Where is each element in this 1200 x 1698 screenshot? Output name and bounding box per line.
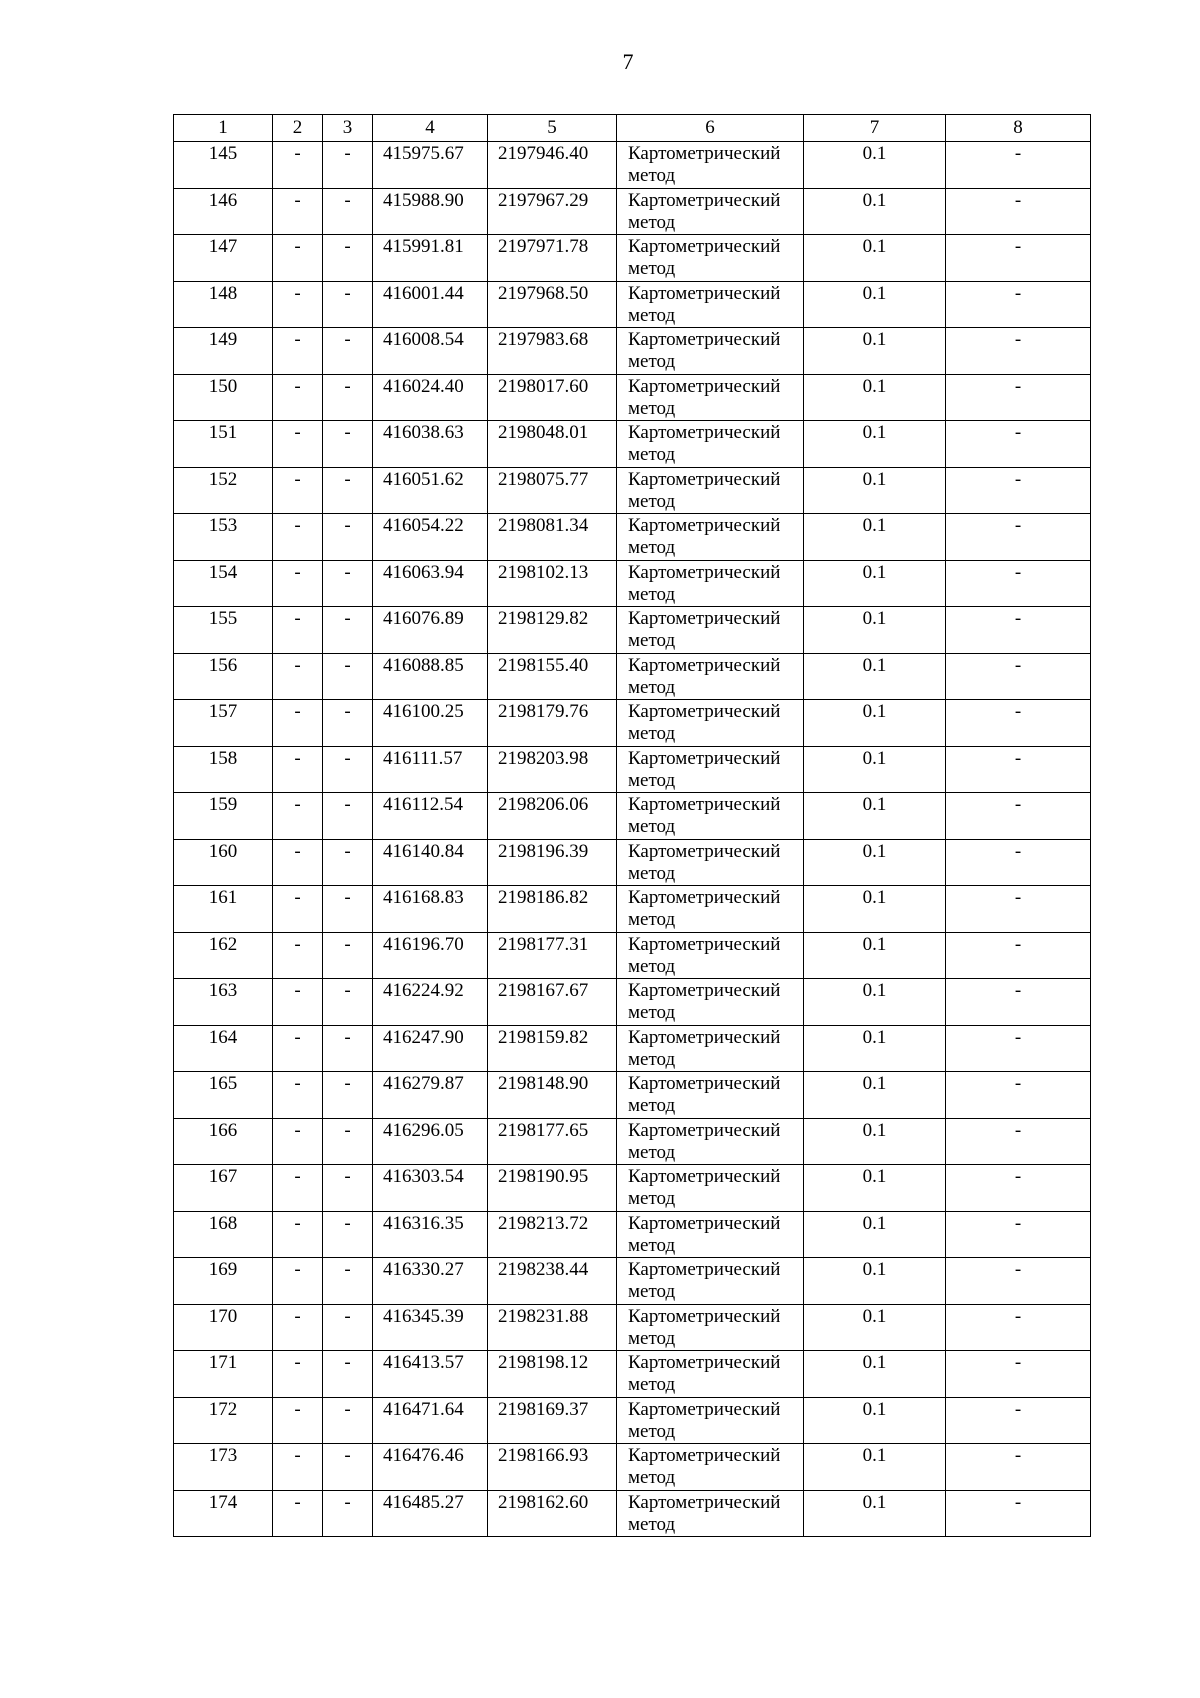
table-header-row [174,115,1091,142]
point-number-cell: 146 [174,188,273,235]
method-cell: Картометрический метод [617,142,804,189]
y-coordinate-cell: 2197971.78 [488,235,617,282]
accuracy-cell: 0.1 [804,700,946,747]
col8-cell: - [946,932,1091,979]
col3-cell: - [323,700,373,747]
table-row [174,142,1091,189]
point-number-cell: 153 [174,514,273,561]
point-number-cell: 152 [174,467,273,514]
x-coordinate-cell: 416279.87 [373,1072,488,1119]
x-coordinate-cell: 416345.39 [373,1304,488,1351]
y-coordinate-cell: 2197967.29 [488,188,617,235]
col3-cell: - [323,1118,373,1165]
col3-cell: - [323,560,373,607]
col2-cell: - [273,1444,323,1491]
col8-cell: - [946,235,1091,282]
col2-cell: - [273,700,323,747]
accuracy-cell: 0.1 [804,1258,946,1305]
table-row [174,1304,1091,1351]
col2-cell: - [273,467,323,514]
col8-cell: - [946,1304,1091,1351]
point-number-cell: 156 [174,653,273,700]
method-cell: Картометрический метод [617,1490,804,1537]
col8-cell: - [946,979,1091,1026]
x-coordinate-cell: 416088.85 [373,653,488,700]
method-cell: Картометрический метод [617,1258,804,1305]
y-coordinate-cell: 2198231.88 [488,1304,617,1351]
col3-cell: - [323,653,373,700]
col2-cell: - [273,1490,323,1537]
method-cell: Картометрический метод [617,793,804,840]
col2-cell: - [273,1165,323,1212]
x-coordinate-cell: 416008.54 [373,328,488,375]
accuracy-cell: 0.1 [804,1444,946,1491]
table-row [174,793,1091,840]
table-row [174,1072,1091,1119]
table-row [174,1397,1091,1444]
method-cell: Картометрический метод [617,328,804,375]
col3-cell: - [323,235,373,282]
table-row [174,746,1091,793]
table-row [174,653,1091,700]
header-cell: 2 [273,115,323,142]
method-cell: Картометрический метод [617,653,804,700]
col8-cell: - [946,1211,1091,1258]
method-cell: Картометрический метод [617,1351,804,1398]
accuracy-cell: 0.1 [804,1211,946,1258]
col8-cell: - [946,1258,1091,1305]
col2-cell: - [273,886,323,933]
col8-cell: - [946,188,1091,235]
x-coordinate-cell: 415988.90 [373,188,488,235]
col3-cell: - [323,188,373,235]
page-number: 7 [622,49,634,74]
col2-cell: - [273,281,323,328]
accuracy-cell: 0.1 [804,1118,946,1165]
point-number-cell: 149 [174,328,273,375]
col8-cell: - [946,1490,1091,1537]
table-row [174,839,1091,886]
y-coordinate-cell: 2198148.90 [488,1072,617,1119]
table-row [174,235,1091,282]
col3-cell: - [323,1490,373,1537]
y-coordinate-cell: 2198167.67 [488,979,617,1026]
point-number-cell: 154 [174,560,273,607]
accuracy-cell: 0.1 [804,188,946,235]
col2-cell: - [273,514,323,561]
col3-cell: - [323,979,373,1026]
accuracy-cell: 0.1 [804,607,946,654]
table-row [174,886,1091,933]
accuracy-cell: 0.1 [804,560,946,607]
col8-cell: - [946,1351,1091,1398]
table-row [174,1444,1091,1491]
header-cell: 5 [488,115,617,142]
accuracy-cell: 0.1 [804,1351,946,1398]
accuracy-cell: 0.1 [804,932,946,979]
method-cell: Картометрический метод [617,886,804,933]
y-coordinate-cell: 2198186.82 [488,886,617,933]
point-number-cell: 147 [174,235,273,282]
table-row [174,979,1091,1026]
x-coordinate-cell: 416471.64 [373,1397,488,1444]
y-coordinate-cell: 2198177.31 [488,932,617,979]
accuracy-cell: 0.1 [804,793,946,840]
col2-cell: - [273,1351,323,1398]
x-coordinate-cell: 416054.22 [373,514,488,561]
accuracy-cell: 0.1 [804,1397,946,1444]
y-coordinate-cell: 2198179.76 [488,700,617,747]
col8-cell: - [946,514,1091,561]
col3-cell: - [323,1258,373,1305]
method-cell: Картометрический метод [617,1165,804,1212]
col8-cell: - [946,281,1091,328]
point-number-cell: 159 [174,793,273,840]
x-coordinate-cell: 416112.54 [373,793,488,840]
header-cell: 3 [323,115,373,142]
table-row [174,700,1091,747]
method-cell: Картометрический метод [617,1025,804,1072]
y-coordinate-cell: 2197968.50 [488,281,617,328]
col2-cell: - [273,607,323,654]
point-number-cell: 163 [174,979,273,1026]
col8-cell: - [946,467,1091,514]
method-cell: Картометрический метод [617,514,804,561]
table-row [174,1165,1091,1212]
x-coordinate-cell: 416168.83 [373,886,488,933]
y-coordinate-cell: 2198169.37 [488,1397,617,1444]
col3-cell: - [323,1351,373,1398]
method-cell: Картометрический метод [617,1397,804,1444]
y-coordinate-cell: 2198075.77 [488,467,617,514]
accuracy-cell: 0.1 [804,1304,946,1351]
table-row [174,1211,1091,1258]
x-coordinate-cell: 415991.81 [373,235,488,282]
col8-cell: - [946,142,1091,189]
col8-cell: - [946,793,1091,840]
x-coordinate-cell: 416063.94 [373,560,488,607]
header-cell: 6 [617,115,804,142]
table-row [174,281,1091,328]
accuracy-cell: 0.1 [804,886,946,933]
point-number-cell: 169 [174,1258,273,1305]
y-coordinate-cell: 2198198.12 [488,1351,617,1398]
col3-cell: - [323,607,373,654]
table-row [174,1258,1091,1305]
col2-cell: - [273,1118,323,1165]
table-row [174,328,1091,375]
method-cell: Картометрический метод [617,839,804,886]
method-cell: Картометрический метод [617,979,804,1026]
col2-cell: - [273,1258,323,1305]
col3-cell: - [323,1165,373,1212]
x-coordinate-cell: 415975.67 [373,142,488,189]
col2-cell: - [273,1025,323,1072]
y-coordinate-cell: 2198129.82 [488,607,617,654]
col2-cell: - [273,653,323,700]
col8-cell: - [946,560,1091,607]
method-cell: Картометрический метод [617,700,804,747]
point-number-cell: 171 [174,1351,273,1398]
method-cell: Картометрический метод [617,1304,804,1351]
method-cell: Картометрический метод [617,467,804,514]
x-coordinate-cell: 416296.05 [373,1118,488,1165]
col3-cell: - [323,514,373,561]
point-number-cell: 158 [174,746,273,793]
x-coordinate-cell: 416330.27 [373,1258,488,1305]
y-coordinate-cell: 2198177.65 [488,1118,617,1165]
col2-cell: - [273,932,323,979]
col8-cell: - [946,1165,1091,1212]
col3-cell: - [323,1025,373,1072]
col3-cell: - [323,839,373,886]
x-coordinate-cell: 416140.84 [373,839,488,886]
x-coordinate-cell: 416476.46 [373,1444,488,1491]
y-coordinate-cell: 2198159.82 [488,1025,617,1072]
x-coordinate-cell: 416224.92 [373,979,488,1026]
table-row [174,607,1091,654]
col8-cell: - [946,421,1091,468]
point-number-cell: 155 [174,607,273,654]
accuracy-cell: 0.1 [804,374,946,421]
y-coordinate-cell: 2198155.40 [488,653,617,700]
x-coordinate-cell: 416051.62 [373,467,488,514]
table-row [174,467,1091,514]
table-row [174,188,1091,235]
table-row [174,374,1091,421]
x-coordinate-cell: 416413.57 [373,1351,488,1398]
accuracy-cell: 0.1 [804,1165,946,1212]
y-coordinate-cell: 2198081.34 [488,514,617,561]
coordinates-table [173,114,1091,1537]
col2-cell: - [273,839,323,886]
x-coordinate-cell: 416100.25 [373,700,488,747]
accuracy-cell: 0.1 [804,653,946,700]
table-row [174,560,1091,607]
point-number-cell: 165 [174,1072,273,1119]
table-row [174,1025,1091,1072]
header-cell: 1 [174,115,273,142]
y-coordinate-cell: 2198102.13 [488,560,617,607]
point-number-cell: 161 [174,886,273,933]
col2-cell: - [273,979,323,1026]
y-coordinate-cell: 2198162.60 [488,1490,617,1537]
y-coordinate-cell: 2198048.01 [488,421,617,468]
col2-cell: - [273,1211,323,1258]
col8-cell: - [946,1025,1091,1072]
col2-cell: - [273,560,323,607]
method-cell: Картометрический метод [617,746,804,793]
col3-cell: - [323,886,373,933]
x-coordinate-cell: 416316.35 [373,1211,488,1258]
accuracy-cell: 0.1 [804,839,946,886]
col3-cell: - [323,281,373,328]
col2-cell: - [273,746,323,793]
col2-cell: - [273,421,323,468]
point-number-cell: 174 [174,1490,273,1537]
accuracy-cell: 0.1 [804,979,946,1026]
method-cell: Картометрический метод [617,374,804,421]
point-number-cell: 167 [174,1165,273,1212]
col3-cell: - [323,746,373,793]
col8-cell: - [946,1072,1091,1119]
method-cell: Картометрический метод [617,1211,804,1258]
accuracy-cell: 0.1 [804,1025,946,1072]
accuracy-cell: 0.1 [804,328,946,375]
point-number-cell: 173 [174,1444,273,1491]
col3-cell: - [323,1444,373,1491]
point-number-cell: 157 [174,700,273,747]
x-coordinate-cell: 416303.54 [373,1165,488,1212]
col8-cell: - [946,700,1091,747]
accuracy-cell: 0.1 [804,467,946,514]
accuracy-cell: 0.1 [804,142,946,189]
col2-cell: - [273,188,323,235]
method-cell: Картометрический метод [617,421,804,468]
col8-cell: - [946,1118,1091,1165]
col3-cell: - [323,142,373,189]
method-cell: Картометрический метод [617,932,804,979]
y-coordinate-cell: 2198166.93 [488,1444,617,1491]
col3-cell: - [323,374,373,421]
y-coordinate-cell: 2197946.40 [488,142,617,189]
table-row [174,1351,1091,1398]
y-coordinate-cell: 2198203.98 [488,746,617,793]
table-body [174,115,1091,1537]
col2-cell: - [273,142,323,189]
col3-cell: - [323,328,373,375]
col8-cell: - [946,374,1091,421]
point-number-cell: 166 [174,1118,273,1165]
col3-cell: - [323,1072,373,1119]
col3-cell: - [323,932,373,979]
point-number-cell: 162 [174,932,273,979]
x-coordinate-cell: 416024.40 [373,374,488,421]
accuracy-cell: 0.1 [804,514,946,561]
col3-cell: - [323,421,373,468]
header-cell: 4 [373,115,488,142]
col2-cell: - [273,1304,323,1351]
point-number-cell: 160 [174,839,273,886]
point-number-cell: 170 [174,1304,273,1351]
point-number-cell: 164 [174,1025,273,1072]
x-coordinate-cell: 416111.57 [373,746,488,793]
col3-cell: - [323,467,373,514]
table-row [174,932,1091,979]
col8-cell: - [946,1397,1091,1444]
accuracy-cell: 0.1 [804,235,946,282]
col8-cell: - [946,1444,1091,1491]
x-coordinate-cell: 416038.63 [373,421,488,468]
table-row [174,1490,1091,1537]
x-coordinate-cell: 416247.90 [373,1025,488,1072]
col2-cell: - [273,235,323,282]
y-coordinate-cell: 2197983.68 [488,328,617,375]
col3-cell: - [323,1304,373,1351]
col2-cell: - [273,328,323,375]
col8-cell: - [946,886,1091,933]
header-cell: 7 [804,115,946,142]
col2-cell: - [273,374,323,421]
col8-cell: - [946,607,1091,654]
accuracy-cell: 0.1 [804,1490,946,1537]
accuracy-cell: 0.1 [804,281,946,328]
x-coordinate-cell: 416001.44 [373,281,488,328]
y-coordinate-cell: 2198017.60 [488,374,617,421]
y-coordinate-cell: 2198213.72 [488,1211,617,1258]
y-coordinate-cell: 2198196.39 [488,839,617,886]
table-row [174,421,1091,468]
accuracy-cell: 0.1 [804,421,946,468]
col8-cell: - [946,328,1091,375]
header-cell: 8 [946,115,1091,142]
point-number-cell: 172 [174,1397,273,1444]
table-row [174,514,1091,561]
col8-cell: - [946,653,1091,700]
col3-cell: - [323,793,373,840]
point-number-cell: 148 [174,281,273,328]
x-coordinate-cell: 416196.70 [373,932,488,979]
y-coordinate-cell: 2198238.44 [488,1258,617,1305]
col2-cell: - [273,1072,323,1119]
x-coordinate-cell: 416485.27 [373,1490,488,1537]
method-cell: Картометрический метод [617,607,804,654]
x-coordinate-cell: 416076.89 [373,607,488,654]
method-cell: Картометрический метод [617,235,804,282]
table-row [174,1118,1091,1165]
y-coordinate-cell: 2198190.95 [488,1165,617,1212]
accuracy-cell: 0.1 [804,746,946,793]
col8-cell: - [946,839,1091,886]
col8-cell: - [946,746,1091,793]
point-number-cell: 168 [174,1211,273,1258]
col2-cell: - [273,793,323,840]
y-coordinate-cell: 2198206.06 [488,793,617,840]
point-number-cell: 151 [174,421,273,468]
col3-cell: - [323,1211,373,1258]
point-number-cell: 145 [174,142,273,189]
method-cell: Картометрический метод [617,1444,804,1491]
col2-cell: - [273,1397,323,1444]
method-cell: Картометрический метод [617,1072,804,1119]
method-cell: Картометрический метод [617,1118,804,1165]
point-number-cell: 150 [174,374,273,421]
col3-cell: - [323,1397,373,1444]
accuracy-cell: 0.1 [804,1072,946,1119]
method-cell: Картометрический метод [617,188,804,235]
method-cell: Картометрический метод [617,281,804,328]
method-cell: Картометрический метод [617,560,804,607]
